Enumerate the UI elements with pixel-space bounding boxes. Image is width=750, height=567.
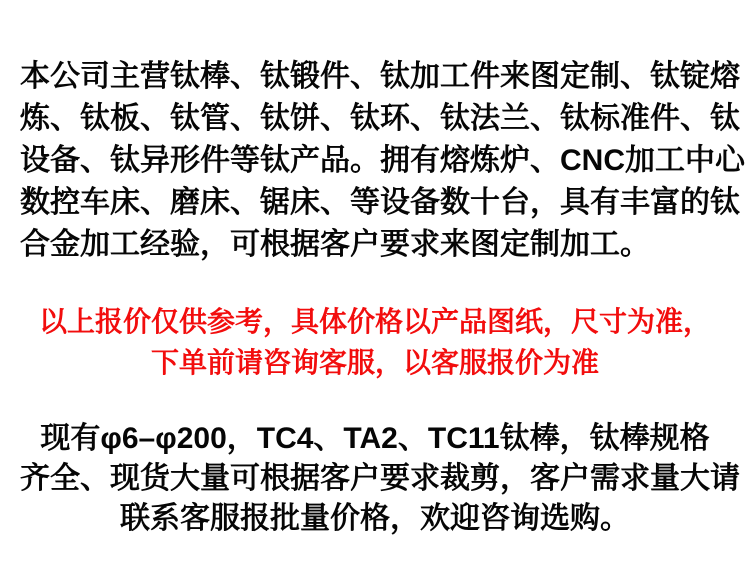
price-notice-line-1: 以上报价仅供参考，具体价格以产品图纸，尺寸为准， [38,306,711,337]
stock-info-paragraph [0,419,750,539]
intro-line-4: 数控车床、磨床、锯床、等设备数十台，具有丰富的钛 [20,186,740,219]
price-notice-line-2: 下单前请咨询客服，以客服报价为准 [150,347,599,378]
stock-info-line-3: 联系客服报批量价格，欢迎咨询选购。 [120,502,630,535]
company-intro-paragraph [0,0,750,266]
stock-info-line-1: 现有φ6–φ200，TC4、TA2、TC11钛棒，钛棒规格 [40,422,710,455]
intro-line-1: 本公司主营钛棒、钛锻件、钛加工件来图定制、钛锭熔 [20,60,740,93]
stock-info-line-2: 齐全、现货大量可根据客户要求裁剪，客户需求量大请 [20,462,740,495]
intro-line-5: 合金加工经验，可根据客户要求来图定制加工。 [20,228,650,261]
price-notice-paragraph [0,301,750,383]
intro-line-3: 设备、钛异形件等钛产品。拥有熔炼炉、CNC加工中心 [20,144,745,177]
intro-line-2: 炼、钛板、钛管、钛饼、钛环、钛法兰、钛标准件、钛 [20,102,740,135]
